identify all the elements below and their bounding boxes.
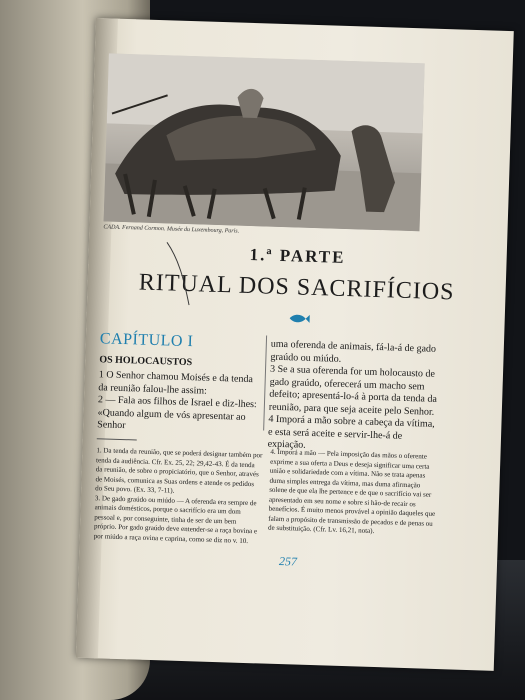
part-title: 1.ª PARTE — [249, 244, 346, 267]
fish-ornament-icon — [286, 312, 310, 325]
footnote: 1. Da tenda da reunião, que se poderá designar também por tenda da audiência. Cfr. Ex. 25, 22; 29,42-43. É da tenda da reunião, de sobre o propiciatório, que o Senhor, através de Moisés, comunica as Suas ordens e atende os pedidos do Seu povo. (Ex. 33, 7-11). — [95, 446, 263, 495]
left-column — [97, 330, 264, 437]
right-column — [267, 339, 440, 457]
footnotes-left — [94, 446, 263, 546]
column-divider — [263, 335, 267, 430]
verse-paragraph: 1 O Senhor chamou Moisés e da tenda da reunião falou-lhe assim: — [98, 369, 254, 397]
illustration-drawing — [104, 53, 425, 231]
verse-paragraph: uma oferenda de animais, fá-la-á de gado graúdo ou miúdo. — [270, 338, 437, 365]
left-column-text — [97, 369, 263, 437]
footnotes-right — [268, 448, 439, 539]
verse-paragraph: 2 — Fala aos filhos de Israel e diz-lhes: «Quando algum de vós apresentar ao Senhor — [97, 394, 257, 432]
main-title: RITUAL DOS SACRIFÍCIOS — [138, 269, 455, 306]
section-heading: OS HOLOCAUSTOS — [99, 354, 193, 369]
verse-paragraph: 3 Se a sua oferenda for um holocausto de gado graúdo, oferecerá um macho sem defeito; apresentá-lo-á à porta da tenda da reunião, para que seja aceite pelo Senhor. — [268, 363, 438, 418]
illustration-image — [104, 53, 425, 231]
pen-mark-icon — [157, 238, 219, 310]
page-number: 257 — [278, 554, 298, 569]
verse-paragraph: 4 Imporá a mão sobre a cabeça da vítima, e esta será aceite e servir-lhe-á de expiação. — [267, 413, 435, 451]
book-page — [76, 18, 514, 671]
footnote: 3. De gado graúdo ou miúdo — A oferenda era sempre de animais domésticos, porque o sacrifício era um dom pessoal e, por conseguinte, tinha de ser de um bem próprio. Por gado graúdo deve entender-se a raça bovina e por miúdo a raça ovina e caprina, como se diz no v. 10. — [93, 493, 258, 545]
footnote: 4. Imporá a mão — Pela imposição das mãos o oferente exprime a sua oferta a Deus e deseja significar uma certa união e solidariedade com a vítima. Não se trata apenas duma simples entrega da vítima, mas duma afirmação solene de que ela lhe pertence e de que o sacrifício vai ser apresentado em seu nome e sobre si hão-de recair os benefícios. É muito menos provável a opinião daqueles que falam a propósito de transmissão de pecados e de penas ou de substituição. (Cfr. Lv. 16,21, nota). — [267, 447, 436, 535]
image-caption: CADA. Fernand Cormon. Musée du Luxembourg, Paris. — [103, 224, 240, 235]
chapter-heading: CAPÍTULO I — [99, 330, 194, 351]
